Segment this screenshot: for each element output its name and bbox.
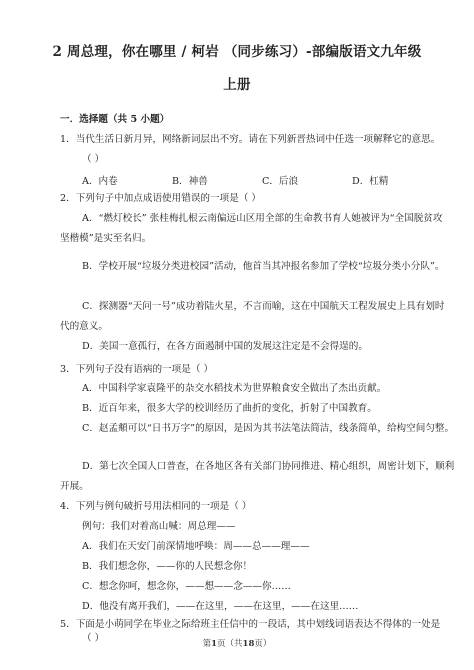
page-footer: [0, 637, 474, 649]
q3-option-b: B．近百年来，很多大学的校训经历了曲折的变化，折射了中国教育。: [82, 403, 377, 414]
q1-stem: 1．当代生活日新月异，网络新词层出不穷。请在下列新晋热词中任选一项解释它的意思。: [60, 134, 441, 145]
q1-option-c: C．后浪: [262, 176, 299, 187]
q5-stem: 5．下面是小萌同学在毕业之际给班主任信中的一段话，其中划线词语表达不得体的一处是: [60, 619, 441, 630]
q1-blank: （ ）: [82, 154, 105, 165]
q4-option-b: B．我们想念你，——你的人民想念你！: [82, 561, 253, 572]
q3-option-c: C．赵孟頫可以“日书万字”的原因，是因为其书法笔法简洁，线条简单，给构空间匀整。: [82, 423, 455, 434]
footer-mid: 页（共: [217, 639, 243, 649]
q3-stem: 3．下列句子没有语病的一项是（ ）: [60, 364, 214, 375]
footer-total-pages: 18: [242, 639, 255, 649]
q1-option-a: A．内卷: [82, 176, 118, 187]
q4-option-a: A．我们在天安门前深情地呼唤：周——总——理——: [82, 541, 310, 552]
q4-option-d: D．他没有离开我们，——在这里，——在这里，——在这里……: [82, 601, 359, 612]
q3-option-d-line2: 开展。: [60, 481, 89, 492]
q2-option-c-line2: 代的意义。: [60, 321, 108, 332]
q2-option-c-line1: C．探测器“天问一号”成功着陆火星，不言而喻，这在中国航天工程发展史上具有划时: [82, 301, 445, 312]
footer-suffix: 页）: [254, 639, 272, 649]
q2-option-b: B．学校开展“垃圾分类进校园”活动，他首当其冲报名参加了学校“垃圾分类小分队”。: [82, 261, 445, 272]
q3-option-d-line1: D．第七次全国人口普查，在各地区各有关部门协同推进、精心组织，周密计划下，顺利: [82, 461, 455, 472]
q4-example: 例句：我们对着高山喊：周总理——: [82, 521, 236, 532]
doc-title-line1: 2 周总理，你在哪里 / 柯岩 （同步练习）-部编版语文九年级: [52, 44, 422, 60]
section-heading: 一．选择题（共 5 小题）: [60, 114, 170, 125]
q4-stem: 4．下列与例句破折号用法相同的一项是（ ）: [60, 501, 252, 512]
q2-option-a-line1: A．“燃灯校长” 张桂梅扎根云南偏远山区用全部的生命教书育人她被评为“全国脱贫攻: [82, 213, 443, 224]
q4-option-c: C．想念你呵，想念你，——想——念——你……: [82, 581, 291, 592]
q2-option-d: D．美国一意孤行，在各方面遏制中国的发展这注定是不会得逞的。: [82, 341, 368, 352]
q5-blank: （ ）: [82, 633, 105, 644]
doc-title-line2: 上册: [223, 77, 251, 93]
q3-option-a: A．中国科学家袁隆平的杂交水稻技术为世界粮食安全做出了杰出贡献。: [82, 383, 387, 394]
q1-option-b: B．神兽: [172, 176, 208, 187]
q2-stem: 2．下列句子中加点成语使用错误的一项是（ ）: [60, 193, 262, 204]
footer-prefix: 第: [202, 639, 212, 649]
q2-option-a-line2: 坚楷模”是实至名归。: [60, 233, 152, 244]
footer-page-number: 1: [211, 639, 218, 649]
q1-option-d: D．杠精: [352, 176, 389, 187]
